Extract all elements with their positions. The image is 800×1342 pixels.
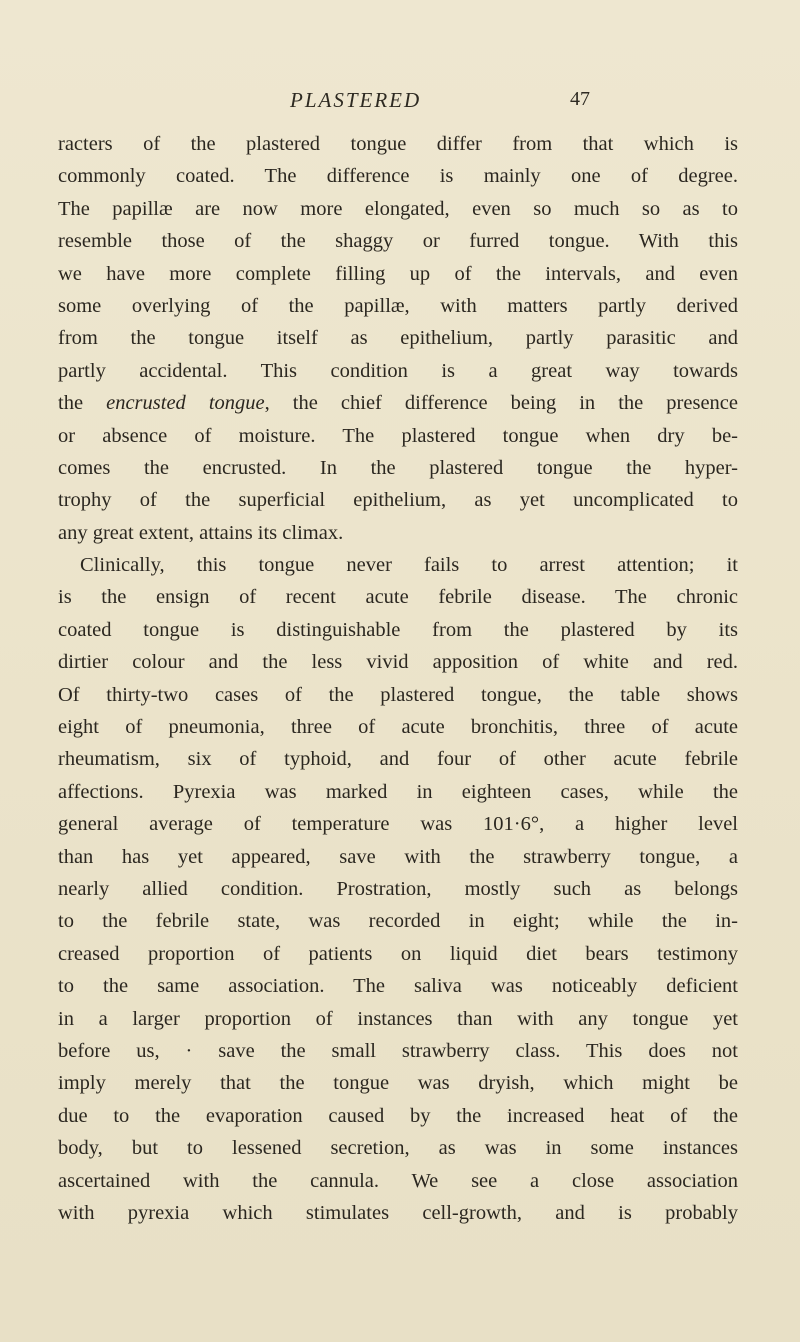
text-line — [58, 225, 738, 257]
text-line — [58, 1197, 738, 1229]
text-line — [58, 938, 738, 970]
text-line — [58, 841, 738, 873]
running-title: PLASTERED — [290, 88, 422, 112]
text-line — [58, 1165, 738, 1197]
text-segment: to the same association. The saliva was noticeably deficient — [58, 975, 738, 998]
text-line — [58, 743, 738, 775]
text-segment: due to the evaporation caused by the increased heat of the — [58, 1104, 738, 1127]
text-segment: Of thirty-two cases of the plastered tongue, the table shows — [58, 683, 738, 706]
text-segment: , the chief difference being in the presence — [264, 392, 739, 415]
text-segment: the — [58, 392, 107, 415]
text-segment: comes the encrusted. In the plastered tongue the hyper- — [58, 456, 738, 479]
text-segment: nearly allied condition. Prostration, mostly such as belongs — [58, 877, 738, 900]
body-text — [58, 128, 738, 1229]
text-segment: from the tongue itself as epithelium, partly parasitic and — [58, 327, 738, 350]
text-segment: we have more complete filling up of the intervals, and even — [58, 262, 738, 285]
text-segment: to the febrile state, was recorded in eight; while the in- — [58, 910, 738, 933]
text-segment: or absence of moisture. The plastered tongue when dry be- — [58, 424, 738, 447]
text-segment: trophy of the superficial epithelium, as yet uncomplicated to — [58, 489, 738, 512]
text-line — [58, 258, 738, 290]
page-number: 47 — [570, 88, 590, 110]
text-line — [58, 160, 738, 192]
text-line — [58, 420, 738, 452]
text-segment: is the ensign of recent acute febrile disease. The chronic — [58, 586, 738, 609]
text-line — [58, 614, 738, 646]
text-line — [58, 873, 738, 905]
text-segment: body, but to lessened secretion, as was in some instances — [58, 1137, 738, 1160]
text-line — [58, 128, 738, 160]
text-segment: before us, · save the small strawberry class. This does not — [58, 1039, 738, 1062]
text-segment: commonly coated. The difference is mainly one of degree. — [58, 165, 738, 188]
text-segment: affections. Pyrexia was marked in eighteen cases, while the — [58, 780, 738, 803]
text-line — [58, 581, 738, 613]
text-line — [58, 484, 738, 516]
text-segment: creased proportion of patients on liquid diet bears testimony — [58, 942, 738, 965]
text-segment: in a larger proportion of instances than with any tongue yet — [58, 1007, 738, 1030]
text-segment: Clinically, this tongue never fails to arrest attention; it — [80, 554, 738, 577]
text-segment: partly accidental. This condition is a great way towards — [58, 359, 738, 382]
text-segment: any great extent, attains its climax. — [58, 521, 344, 544]
text-segment: general average of temperature was 101·6°, a higher level — [58, 813, 738, 836]
text-line — [58, 776, 738, 808]
text-segment: rheumatism, six of typhoid, and four of other acute febrile — [58, 748, 738, 771]
text-line — [58, 355, 738, 387]
text-segment: resemble those of the shaggy or furred tongue. With this — [58, 230, 738, 253]
text-line — [58, 517, 738, 549]
text-segment: racters of the plastered tongue differ from that which is — [58, 133, 738, 155]
text-segment: eight of pneumonia, three of acute bronchitis, three of acute — [58, 716, 738, 739]
text-line — [58, 970, 738, 1002]
text-segment: coated tongue is distinguishable from the plastered by its — [58, 618, 738, 641]
text-segment: imply merely that the tongue was dryish, which might be — [58, 1072, 738, 1095]
text-line — [58, 322, 738, 354]
running-head — [0, 88, 800, 118]
text-line — [58, 646, 738, 678]
text-segment: ascertained with the cannula. We see a close association — [58, 1169, 738, 1192]
text-line — [58, 549, 738, 581]
text-line — [58, 452, 738, 484]
text-line — [58, 1035, 738, 1067]
text-segment: some overlying of the papillæ, with matters partly derived — [58, 294, 738, 317]
text-segment: encrusted tongue — [106, 392, 265, 415]
text-line — [58, 193, 738, 225]
text-line — [58, 1067, 738, 1099]
text-line — [58, 1100, 738, 1132]
text-line — [58, 905, 738, 937]
text-line — [58, 808, 738, 840]
text-segment: dirtier colour and the less vivid apposition of white and red. — [58, 651, 738, 674]
text-line — [58, 679, 738, 711]
text-line — [58, 387, 738, 419]
text-segment: The papillæ are now more elongated, even so much so as to — [58, 197, 738, 220]
text-segment: with pyrexia which stimulates cell-growth, and is probably — [58, 1201, 738, 1224]
text-line — [58, 290, 738, 322]
text-line — [58, 1132, 738, 1164]
text-line — [58, 1003, 738, 1035]
text-segment: than has yet appeared, save with the strawberry tongue, a — [58, 845, 738, 868]
text-line — [58, 711, 738, 743]
